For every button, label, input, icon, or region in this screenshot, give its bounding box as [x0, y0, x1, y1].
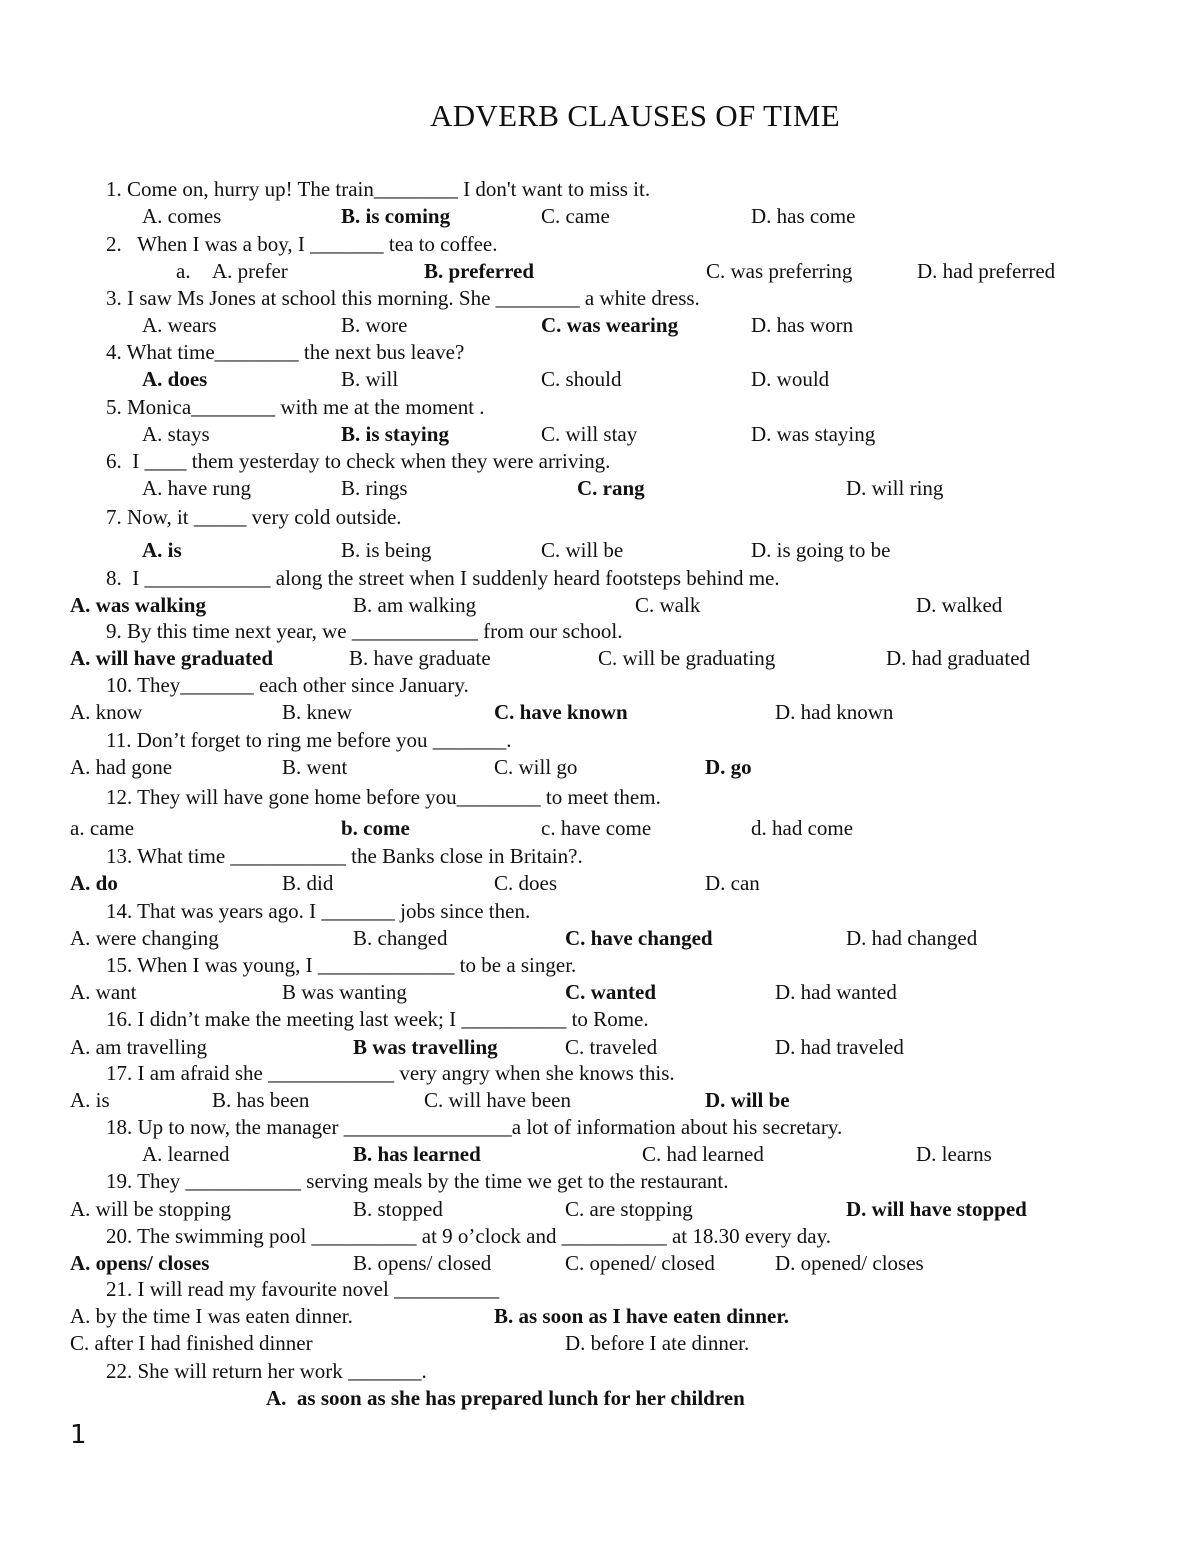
page-number: 1: [70, 1420, 87, 1450]
answer-option: B. has been: [212, 1088, 310, 1112]
page-title: ADVERB CLAUSES OF TIME: [430, 98, 840, 133]
answer-option: C. was preferring: [706, 259, 853, 283]
answer-option: D. will ring: [846, 476, 944, 500]
answer-option: B. stopped: [353, 1197, 443, 1221]
question-stem: 15. When I was young, I _____________ to be a singer.: [106, 953, 577, 977]
answer-option-correct: B. has learned: [353, 1142, 481, 1166]
question-stem: 14. That was years ago. I _______ jobs since then.: [106, 899, 531, 923]
answer-option: d. had come: [751, 816, 854, 840]
answer-option: D. learns: [916, 1142, 992, 1166]
answer-option: B. rings: [341, 476, 408, 500]
answer-option-correct: A. does: [142, 367, 208, 391]
answer-option: B. did: [282, 871, 334, 895]
answer-option-correct: B. preferred: [424, 259, 535, 283]
answer-option-correct: C. wanted: [565, 980, 657, 1004]
answer-option: D. opened/ closes: [775, 1251, 924, 1275]
answer-option: D. was staying: [751, 422, 876, 446]
answer-option: A. by the time I was eaten dinner.: [70, 1304, 353, 1328]
answer-option: C. should: [541, 367, 622, 391]
answer-option-correct: A. do: [70, 871, 118, 895]
answer-option-correct: b. come: [341, 816, 410, 840]
answer-option: B. changed: [353, 926, 448, 950]
answer-option-correct: D. will be: [705, 1088, 790, 1112]
answer-option: A. stays: [142, 422, 210, 446]
answer-option: D. walked: [916, 593, 1003, 617]
answer-option: B was wanting: [282, 980, 407, 1004]
answer-option: D. had traveled: [775, 1035, 904, 1059]
answer-option: D. had changed: [846, 926, 978, 950]
answer-option: C. walk: [635, 593, 701, 617]
question-stem: 13. What time ___________ the Banks close in Britain?.: [106, 844, 583, 868]
answer-option: A. know: [70, 700, 143, 724]
answer-option-correct: C. have changed: [565, 926, 713, 950]
answer-option-correct: A. was walking: [70, 593, 206, 617]
answer-option: C. after I had finished dinner: [70, 1331, 313, 1355]
answer-option-correct: B. is coming: [341, 204, 451, 228]
answer-option: D. had known: [775, 700, 894, 724]
answer-option: B. went: [282, 755, 348, 779]
question-stem: 6. I ____ them yesterday to check when they were arriving.: [106, 449, 611, 473]
question-stem: 19. They ___________ serving meals by the time we get to the restaurant.: [106, 1169, 729, 1193]
answer-option: C. does: [494, 871, 557, 895]
question-stem: 9. By this time next year, we ____________ from our school.: [106, 619, 623, 643]
answer-option: C. had learned: [642, 1142, 764, 1166]
answer-option-correct: B. as soon as I have eaten dinner.: [494, 1304, 790, 1328]
answer-option: B. is being: [341, 538, 432, 562]
answer-option: A. want: [70, 980, 137, 1004]
answer-option: D. would: [751, 367, 830, 391]
answer-option-correct: D. will have stopped: [846, 1197, 1027, 1221]
question-stem: 18. Up to now, the manager ________________a lot of information about his secretary.: [106, 1115, 843, 1139]
answer-option-correct: C. have known: [494, 700, 628, 724]
answer-option: A. learned: [142, 1142, 230, 1166]
answer-option: C. will be graduating: [598, 646, 776, 670]
question-stem: 8. I ____________ along the street when I suddenly heard footsteps behind me.: [106, 566, 780, 590]
answer-option: A. have rung: [142, 476, 252, 500]
question-stem: 21. I will read my favourite novel __________: [106, 1277, 500, 1301]
answer-option: A. comes: [142, 204, 222, 228]
answer-option: B. wore: [341, 313, 408, 337]
question-prefix: a.: [176, 259, 191, 283]
question-stem: 7. Now, it _____ very cold outside.: [106, 505, 402, 529]
question-stem: 17. I am afraid she ____________ very angry when she knows this.: [106, 1061, 675, 1085]
answer-option-correct: A. opens/ closes: [70, 1251, 210, 1275]
answer-option: A. am travelling: [70, 1035, 208, 1059]
answer-option-correct: A. as soon as she has prepared lunch for her children: [266, 1386, 745, 1410]
answer-option: A. is: [70, 1088, 110, 1112]
answer-option-correct: A. is: [142, 538, 182, 562]
answer-option: C. will stay: [541, 422, 638, 446]
answer-option: D. had graduated: [886, 646, 1031, 670]
question-stem: 20. The swimming pool __________ at 9 o’clock and __________ at 18.30 every day.: [106, 1224, 831, 1248]
answer-option-correct: B. is staying: [341, 422, 449, 446]
question-stem: 12. They will have gone home before you________ to meet them.: [106, 785, 661, 809]
answer-option: D. is going to be: [751, 538, 891, 562]
answer-option-correct: C. was wearing: [541, 313, 679, 337]
question-stem: 22. She will return her work _______.: [106, 1359, 427, 1383]
answer-option-correct: C. rang: [577, 476, 645, 500]
question-stem: 5. Monica________ with me at the moment .: [106, 395, 485, 419]
answer-option: A. had gone: [70, 755, 173, 779]
answer-option: C. will be: [541, 538, 624, 562]
question-stem: 4. What time________ the next bus leave?: [106, 340, 465, 364]
answer-option: a. came: [70, 816, 135, 840]
question-stem: 16. I didn’t make the meeting last week; I __________ to Rome.: [106, 1007, 649, 1031]
answer-option: D. had wanted: [775, 980, 897, 1004]
answer-option: C. are stopping: [565, 1197, 693, 1221]
answer-option: C. will go: [494, 755, 578, 779]
answer-option: A. were changing: [70, 926, 219, 950]
question-stem: 1. Come on, hurry up! The train________ I don't want to miss it.: [106, 177, 651, 201]
answer-option: B. have graduate: [349, 646, 491, 670]
answer-option: D. has worn: [751, 313, 854, 337]
answer-option: D. has come: [751, 204, 856, 228]
answer-option-correct: D. go: [705, 755, 752, 779]
answer-option: B. knew: [282, 700, 352, 724]
answer-option: B. opens/ closed: [353, 1251, 492, 1275]
answer-option: C. traveled: [565, 1035, 658, 1059]
answer-option: B. am walking: [353, 593, 477, 617]
question-stem: 2. When I was a boy, I _______ tea to coffee.: [106, 232, 498, 256]
answer-option: A. wears: [142, 313, 217, 337]
answer-option: B. will: [341, 367, 399, 391]
answer-option: D. can: [705, 871, 760, 895]
question-stem: 11. Don’t forget to ring me before you _______.: [106, 728, 512, 752]
answer-option: c. have come: [541, 816, 652, 840]
answer-option: A. will be stopping: [70, 1197, 231, 1221]
question-stem: 3. I saw Ms Jones at school this morning. She ________ a white dress.: [106, 286, 700, 310]
answer-option: A. prefer: [212, 259, 288, 283]
answer-option: D. before I ate dinner.: [565, 1331, 750, 1355]
answer-option-correct: B was travelling: [353, 1035, 498, 1059]
answer-option: C. opened/ closed: [565, 1251, 715, 1275]
answer-option: C. came: [541, 204, 610, 228]
answer-option: C. will have been: [424, 1088, 571, 1112]
answer-option-correct: A. will have graduated: [70, 646, 274, 670]
question-stem: 10. They_______ each other since January.: [106, 673, 469, 697]
answer-option: D. had preferred: [917, 259, 1056, 283]
